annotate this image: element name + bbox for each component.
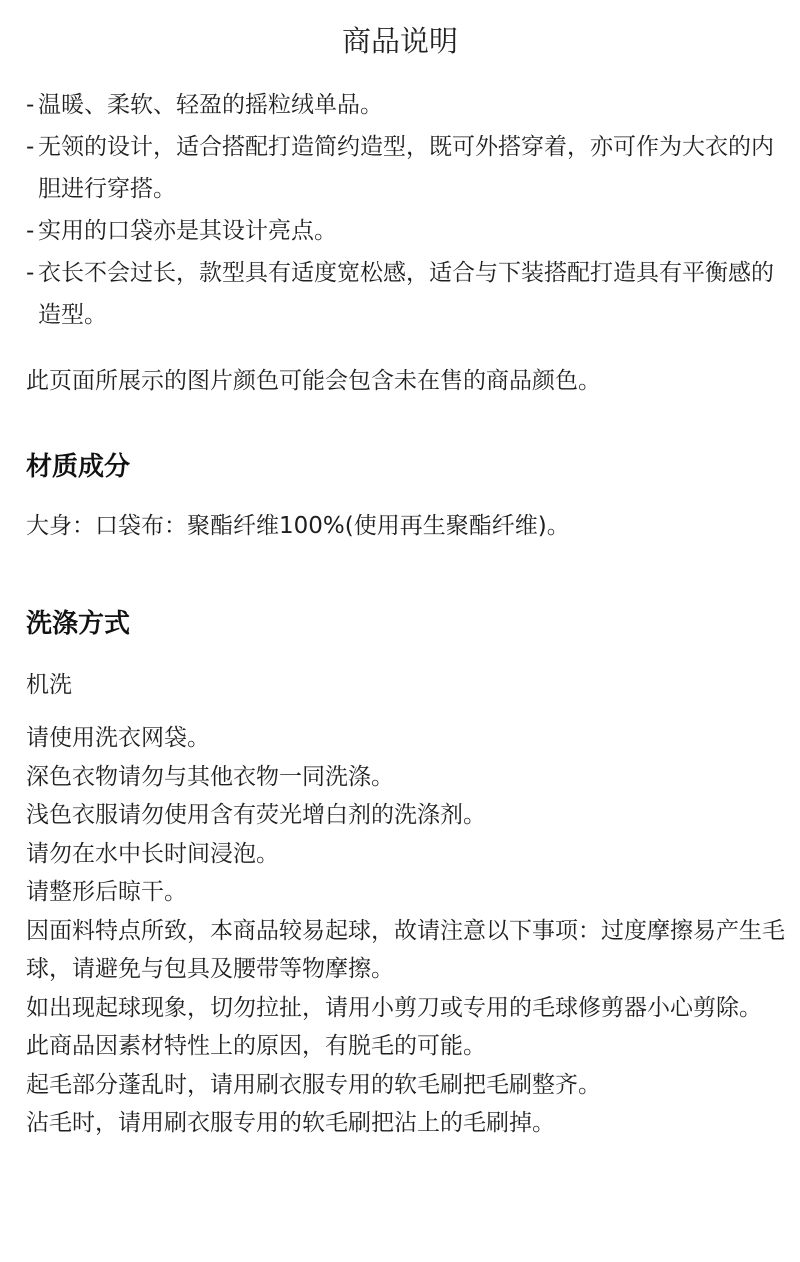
- washing-method: 机洗: [26, 672, 72, 698]
- material-heading: 材质成分: [26, 452, 131, 482]
- care-instruction: 如出现起球现象，切勿拉扯，请用小剪刀或专用的毛球修剪器小心剪除。: [26, 994, 762, 1021]
- feature-bullet-text: 实用的口袋亦是其设计亮点。: [38, 218, 337, 244]
- care-instruction: 深色衣物请勿与其他衣物一同洗涤。: [26, 763, 394, 790]
- care-instruction: 起毛部分蓬乱时，请用刷衣服专用的软毛刷把毛刷整齐。: [26, 1071, 601, 1098]
- feature-bullet: [26, 252, 786, 336]
- feature-bullet-text: 无领的设计，适合搭配打造简约造型，既可外搭穿着，亦可作为大衣的内胆进行穿搭。: [38, 134, 774, 202]
- color-disclaimer: 此页面所展示的图片颜色可能会包含未在售的商品颜色。: [26, 368, 601, 394]
- feature-bullet-text: 温暖、柔软、轻盈的摇粒绒单品。: [38, 92, 383, 118]
- feature-bullet-list: [26, 84, 786, 336]
- care-instruction: 请勿在水中长时间浸泡。: [26, 840, 279, 867]
- care-instruction: 沾毛时，请用刷衣服专用的软毛刷把沾上的毛刷掉。: [26, 1110, 555, 1136]
- material-composition: 大身：口袋布：聚酯纤维100%(使用再生聚酯纤维)。: [26, 513, 570, 539]
- care-instruction: 请整形后晾干。: [26, 879, 187, 905]
- page-title: 商品说明: [341, 24, 458, 58]
- bullet-marker: -: [26, 134, 35, 160]
- washing-heading: 洗涤方式: [26, 609, 131, 639]
- bullet-marker: -: [26, 260, 35, 286]
- care-instruction: 请使用洗衣网袋。: [26, 725, 210, 751]
- feature-bullet-text: 衣长不会过长，款型具有适度宽松感，适合与下装搭配打造具有平衡感的造型。: [38, 260, 774, 328]
- bullet-marker: -: [26, 92, 35, 118]
- feature-bullet: [26, 84, 786, 126]
- care-instruction: 因面料特点所致，本商品较易起球，故请注意以下事项：过度摩擦易产生毛球，请避免与包具及腰带等物摩擦。: [26, 917, 785, 982]
- care-instruction: 浅色衣服请勿使用含有荧光增白剂的洗涤剂。: [26, 802, 486, 828]
- feature-bullet: [26, 126, 786, 210]
- care-instruction: 此商品因素材特性上的原因，有脱毛的可能。: [26, 1033, 486, 1059]
- feature-bullet: [26, 210, 786, 252]
- care-instructions-list: [26, 719, 786, 1143]
- bullet-marker: -: [26, 218, 35, 244]
